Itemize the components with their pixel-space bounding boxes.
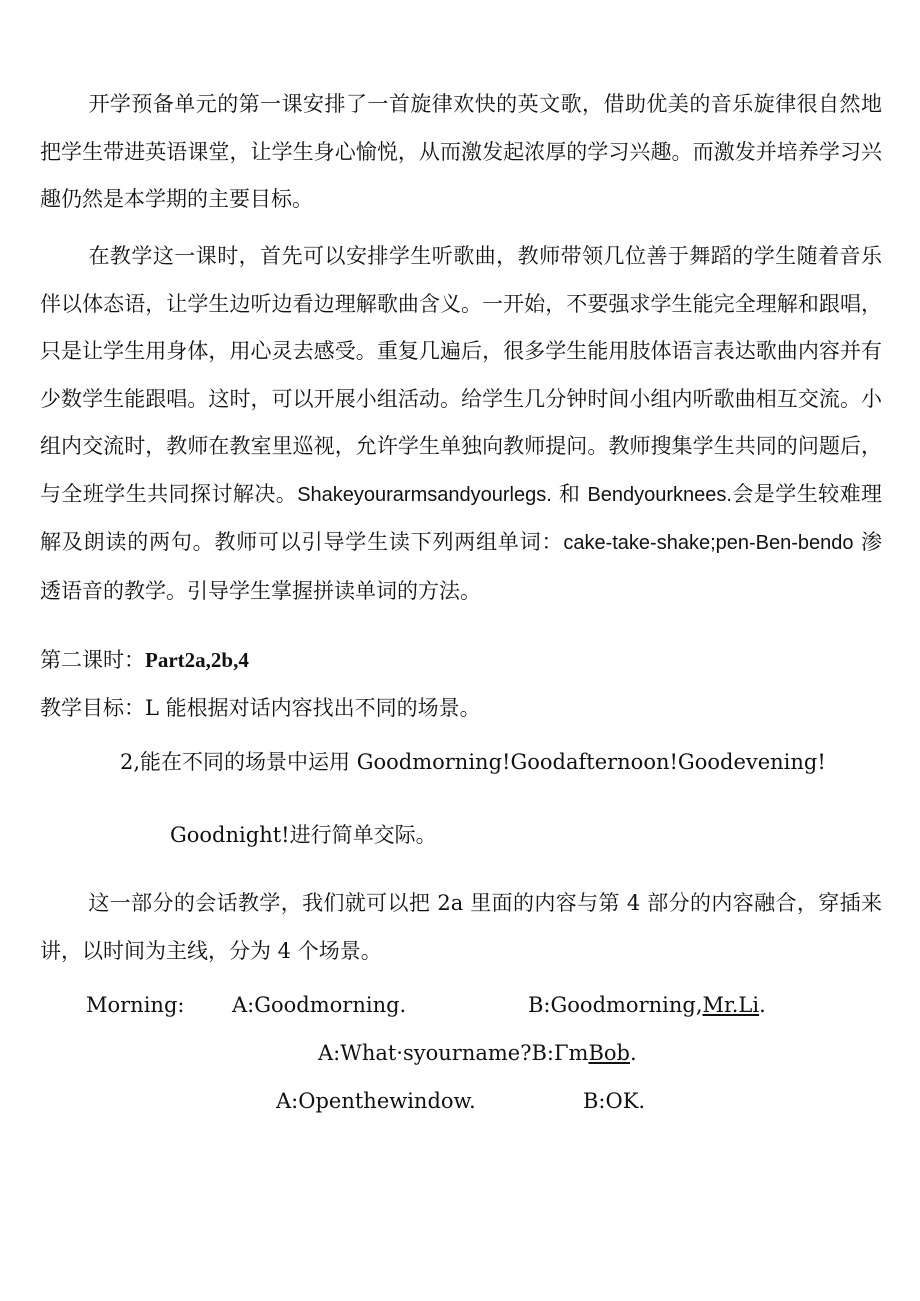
paragraph-teaching-text-d: 渗透语音的教学。引导学生掌握拼读单词的方法。: [40, 530, 882, 603]
paragraph-teaching: [40, 233, 882, 615]
objectives-label: 教学目标：: [40, 696, 145, 720]
paragraph-intro-text: 开学预备单元的第一课安排了一首旋律欢快的英文歌，借助优美的音乐旋律很自然地把学生带进英语课堂，让学生身心愉悦，从而激发起浓厚的学习兴趣。而激发并培养学习兴趣仍然是本学期的主要目标。: [40, 92, 882, 211]
dialogue-line-1-b-text: B:Goodmorning,: [528, 993, 703, 1017]
dialogue-line-2-end: .: [630, 1041, 637, 1065]
objectives-line-1: [40, 693, 481, 723]
paragraph-teaching-text-c: 会是学生较难理解及朗读的两句。教师可以引导学生读下列两组单词：: [40, 481, 883, 554]
dialogue-line-1-b-end: .: [759, 993, 766, 1017]
lesson-two-label: 第二课时：: [40, 648, 145, 672]
lesson-two-heading: [40, 645, 249, 675]
objective-item-2: 2,能在不同的场景中运用 Goodmorning!Goodafternoon!Goodevening!: [120, 750, 826, 774]
english-sentence-2: Bendyourknees.: [587, 483, 732, 506]
dialogue-scene-label: Morning:: [86, 993, 185, 1017]
objective-item-1: L 能根据对话内容找出不同的场景。: [145, 696, 481, 720]
dialogue-name-mr-li: Mr.Li: [702, 993, 760, 1017]
dialogue-line-2-text: A:What·syourname?B:Γm: [318, 1041, 589, 1065]
dialogue-line-2: [318, 1038, 637, 1068]
lesson-two-parts: Part2a,2b,4: [145, 648, 249, 672]
objective-item-2-continued: Goodnight!进行简单交际。: [170, 823, 437, 847]
paragraph-teaching-text-a: 在教学这一课时，首先可以安排学生听歌曲，教师带领几位善于舞蹈的学生随着音乐伴以体态语，让学生边听边看边理解歌曲含义。一开始，不要强求学生能完全理解和跟唱，只是让学生用身体，用心灵去感受。重复几遍后，很多学生能用肢体语言表达歌曲内容并有少数学生能跟唱。这时，可以开展小组活动。给学生几分钟时间小组内听歌曲相互交流。小组内交流时，教师在教室里巡视，允许学生单独向教师提问。教师搜集学生共同的问题后，与全班学生共同探讨解决。: [40, 244, 882, 506]
paragraph-intro: [40, 81, 882, 224]
dialogue-name-bob: Bob: [588, 1041, 630, 1065]
dialogue-line-3-a: A:Openthewindow.: [276, 1089, 476, 1113]
dialogue-line-3-b: B:OK.: [583, 1089, 646, 1113]
paragraph-dialogue-intro: [40, 880, 882, 975]
word-groups: cake-take-shake;pen-Ben-bendo: [563, 532, 854, 554]
dialogue-line-1-a: A:Goodmorning.: [232, 993, 407, 1017]
dialogue-line-1-b: [528, 990, 766, 1020]
english-sentence-1: Shakeyourarmsandyourlegs.: [297, 483, 552, 506]
paragraph-teaching-text-b: 和: [551, 481, 588, 506]
paragraph-dialogue-intro-text: 这一部分的会话教学，我们就可以把 2a 里面的内容与第 4 部分的内容融合，穿插来讲，以时间为主线，分为 4 个场景。: [40, 891, 882, 963]
